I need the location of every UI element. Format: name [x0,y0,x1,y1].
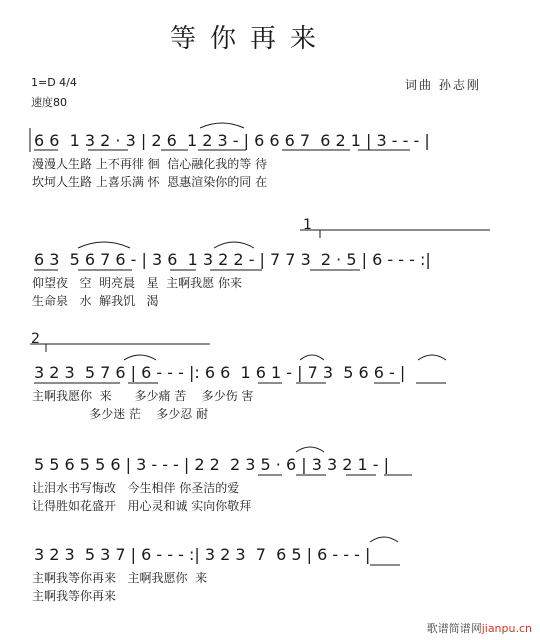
notes-row-1: 6 6 1 3 2 · 3 | 2 6 1 2 3 - | 6 6 6 7 6 2 1 | 3 - - - | [34,131,430,150]
lyrics-row-2-verse-2: 生命泉 水 解我饥 渴 [32,294,159,308]
lyrics-row-1-verse-1: 漫漫人生路 上不再徘 徊 信心融化我的等 待 [32,157,268,171]
slur-mark [78,242,130,248]
page-title: 等你再来 [169,24,330,54]
notes-row-2: 6 3 5 6 7 6 - | 3 6 1 3 2 2 - | 7 7 3 2 · 5 | 6 - - - :| [34,250,431,269]
score-row-5 [32,537,400,603]
site-watermark [427,620,532,636]
volta-2-label: 2 [31,331,40,347]
watermark-site-name: 歌谱简谱网 [426,622,482,635]
slur-mark [296,447,324,452]
slur-mark [418,355,446,360]
notes-row-4: 5 5 6 5 5 6 | 3 - - - | 2 2 2 3 5 · 6 | 3 3 2 1 - | [34,455,390,474]
score-row-2 [32,242,431,308]
lyrics-row-2-verse-1: 仰望夜 空 明亮晨 星 主啊我愿 你来 [32,276,242,290]
slur-mark [124,355,156,360]
notes-row-3: 3 2 3 5 7 6 | 6 - - - |: 6 6 1 6 1 - | 7 3 5 6 6 - | [34,363,406,382]
key-signature: 1=D 4/4 [31,76,77,89]
volta-1 [300,217,490,238]
slur-mark [214,242,254,248]
watermark-url: jianpu.cn [481,622,532,635]
volta-2 [30,331,210,352]
lyrics-row-3-verse-2: 多少迷 茫 多少忍 耐 [32,407,209,421]
lyrics-row-5-verse-1: 主啊我等你再来 主啊我愿你 来 [32,571,208,585]
lyrics-row-1-verse-2: 坎坷人生路 上喜乐满 怀 恩惠渲染你的同 在 [32,175,268,189]
slur-mark [300,355,324,360]
notes-row-5: 3 2 3 5 3 7 | 6 - - - :| 3 2 3 7 6 5 | 6 - - - | [34,545,371,564]
lyrics-row-4-verse-1: 让泪水书写悔改 今生相伴 你圣洁的爱 [32,481,240,495]
lyrics-row-4-verse-2: 让得胜如花盛开 用心灵和诚 实向你敬拜 [32,499,252,513]
slur-mark [370,537,398,542]
slur-mark [200,123,244,128]
tempo-marking: 速度80 [31,96,67,109]
volta-1-label: 1 [303,217,312,233]
lyrics-row-5-verse-2: 主啊我等你再来 [32,589,117,603]
composer-credit: 词曲 孙志刚 [405,78,481,92]
score-row-3 [32,355,446,421]
score-row-4 [32,447,412,513]
lyrics-row-3-verse-1: 主啊我愿你 来 多少痛 苦 多少伤 害 [32,389,254,403]
score-row-1 [30,123,430,189]
